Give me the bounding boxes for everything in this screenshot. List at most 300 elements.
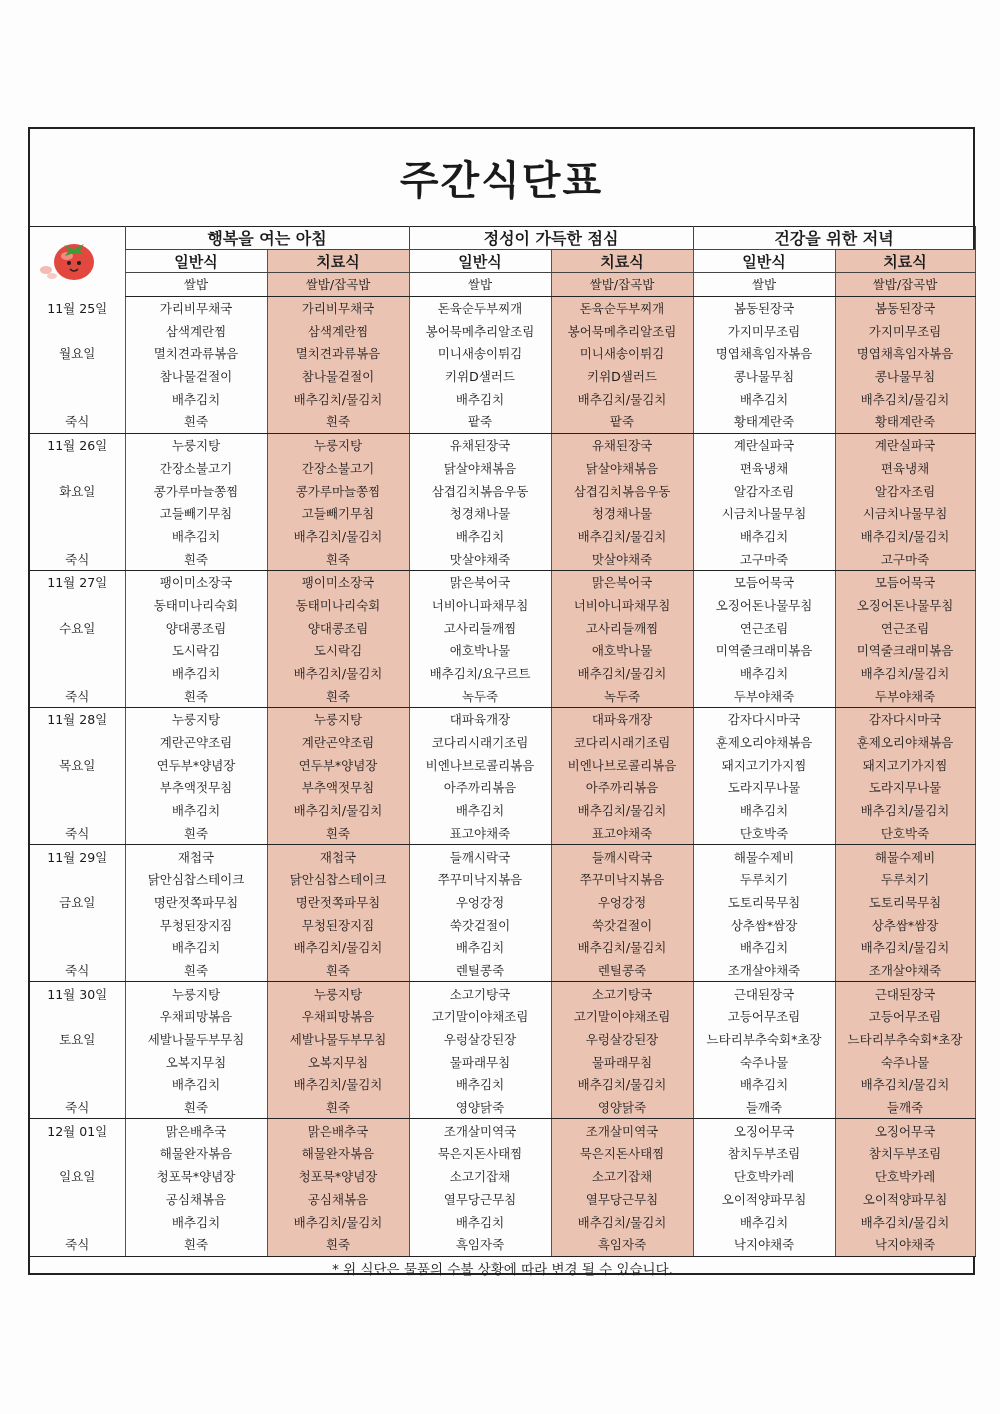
menu-row (30, 1096, 975, 1119)
lunch-therapy-dish: 미니새송이튀김 (551, 342, 693, 365)
menu-row (30, 479, 975, 502)
lunch-general-dish: 맛살야채죽 (409, 547, 551, 570)
lunch-therapy-dish: 팥죽 (551, 410, 693, 433)
lunch-therapy-dish: 묵은지돈사태찜 (551, 1142, 693, 1165)
day-label-empty (30, 387, 125, 410)
lunch-therapy-dish: 들깨시락국 (551, 845, 693, 868)
lunch-general-dish: 대파육개장 (409, 708, 551, 731)
lunch-general-dish: 팥죽 (409, 410, 551, 433)
dinner-general-dish: 봄동된장국 (693, 296, 835, 319)
rice-therapy: 쌀밥/잡곡밥 (835, 273, 975, 297)
menu-row (30, 936, 975, 959)
dinner-therapy-dish: 계란실파국 (835, 433, 975, 456)
dinner-therapy-dish: 느타리부추숙회*초장 (835, 1028, 975, 1051)
lunch-therapy-dish: 소고기탕국 (551, 982, 693, 1005)
dinner-general-dish: 고등어무조림 (693, 1005, 835, 1028)
day-date: 11월 25일 (47, 300, 108, 316)
day-label-empty (30, 913, 125, 936)
breakfast-therapy-dish: 재첩국 (267, 845, 409, 868)
lunch-therapy-dish: 조개살미역국 (551, 1119, 693, 1142)
breakfast-therapy-dish: 누룽지탕 (267, 982, 409, 1005)
breakfast-general-dish: 배추김치 (125, 525, 267, 548)
dinner-general-dish: 가지미무조림 (693, 319, 835, 342)
footer-note: * 위 식단은 물품의 수불 상황에 따라 변경 될 수 있습니다. (332, 1261, 673, 1278)
lunch-therapy-dish: 영양닭죽 (551, 1096, 693, 1119)
lunch-therapy-dish: 우렁살강된장 (551, 1028, 693, 1051)
dinner-therapy-dish: 상추쌈*쌈장 (835, 913, 975, 936)
dinner-therapy-dish: 배추김치/물김치 (835, 1210, 975, 1233)
menu-row (30, 913, 975, 936)
dinner-general-dish: 근대된장국 (693, 982, 835, 1005)
dinner-therapy-dish: 낙지야채죽 (835, 1233, 975, 1256)
breakfast-therapy-dish: 오복지무침 (267, 1050, 409, 1073)
lunch-general-dish: 배추김치 (409, 387, 551, 410)
breakfast-therapy-dish: 도시락김 (267, 639, 409, 662)
breakfast-general-dish: 연두부*양념장 (125, 753, 267, 776)
menu-row (30, 616, 975, 639)
weekly-menu-table (30, 226, 976, 1279)
dinner-general-dish: 시금치나물무침 (693, 502, 835, 525)
breakfast-therapy-dish: 닭안심찹스테이크 (267, 868, 409, 891)
dinner-therapy-dish: 감자다시마국 (835, 708, 975, 731)
lunch-therapy-dish: 쭈꾸미낙지볶음 (551, 868, 693, 891)
rice-general: 쌀밥 (409, 273, 551, 297)
breakfast-therapy-dish: 동태미나리숙회 (267, 594, 409, 617)
lunch-general-dish: 키위D샐러드 (409, 365, 551, 388)
day-weekday: 월요일 (59, 346, 96, 362)
dinner-general-dish: 두루치기 (693, 868, 835, 891)
day-date: 11월 27일 (47, 575, 108, 591)
breakfast-therapy-dish: 흰죽 (267, 684, 409, 707)
porridge-label: 죽식 (30, 547, 125, 570)
lunch-therapy-dish: 녹두죽 (551, 684, 693, 707)
menu-row (30, 662, 975, 685)
porridge-label: 죽식 (30, 1233, 125, 1256)
lunch-therapy-dish: 너비아니파채무침 (551, 594, 693, 617)
menu-row (30, 708, 975, 731)
breakfast-general-dish: 가리비무채국 (125, 296, 267, 319)
lunch-therapy-dish: 비엔나브로콜리볶음 (551, 753, 693, 776)
breakfast-general-dish: 동태미나리숙회 (125, 594, 267, 617)
breakfast-therapy-dish: 흰죽 (267, 547, 409, 570)
breakfast-general-dish: 배추김치 (125, 936, 267, 959)
dinner-general-dish: 계란실파국 (693, 433, 835, 456)
dinner-general-dish: 단호박카레 (693, 1165, 835, 1188)
dinner-general-dish: 알감자조림 (693, 479, 835, 502)
dinner-general-dish: 숙주나물 (693, 1050, 835, 1073)
lunch-therapy-dish: 대파육개장 (551, 708, 693, 731)
lunch-therapy-dish: 배추김치/물김치 (551, 387, 693, 410)
dinner-general-dish: 단호박죽 (693, 822, 835, 845)
breakfast-general-dish: 흰죽 (125, 410, 267, 433)
lunch-general-dish: 배추김치 (409, 1210, 551, 1233)
dinner-general-dish: 배추김치 (693, 799, 835, 822)
rice-general: 쌀밥 (125, 273, 267, 297)
dinner-general-dish: 배추김치 (693, 1210, 835, 1233)
lunch-therapy-dish: 우엉강정 (551, 891, 693, 914)
breakfast-general-dish: 참나물겉절이 (125, 365, 267, 388)
lunch-therapy-dish: 배추김치/물김치 (551, 1210, 693, 1233)
dinner-therapy-header: 치료식 (835, 250, 975, 273)
menu-row (30, 1050, 975, 1073)
lunch-general-dish: 물파래무침 (409, 1050, 551, 1073)
lunch-general-header: 일반식 (409, 250, 551, 273)
breakfast-therapy-dish: 세발나물두부무침 (267, 1028, 409, 1051)
lunch-general-dish: 렌틸콩죽 (409, 959, 551, 982)
menu-row (30, 365, 975, 388)
breakfast-general-dish: 흰죽 (125, 684, 267, 707)
breakfast-general-dish: 배추김치 (125, 1210, 267, 1233)
menu-row (30, 868, 975, 891)
breakfast-general-dish: 배추김치 (125, 387, 267, 410)
day-label-empty (30, 776, 125, 799)
breakfast-therapy-dish: 배추김치/물김치 (267, 1073, 409, 1096)
dinner-therapy-dish: 도라지무나물 (835, 776, 975, 799)
breakfast-general-dish: 배추김치 (125, 799, 267, 822)
rice-therapy: 쌀밥/잡곡밥 (551, 273, 693, 297)
rice-therapy: 쌀밥/잡곡밥 (267, 273, 409, 297)
lunch-general-dish: 고사리들깨찜 (409, 616, 551, 639)
breakfast-general-dish: 공심채볶음 (125, 1188, 267, 1211)
lunch-general-dish: 녹두죽 (409, 684, 551, 707)
dinner-general-dish: 오징어돈나물무침 (693, 594, 835, 617)
breakfast-general-dish: 부추액젓무침 (125, 776, 267, 799)
breakfast-general-dish: 팽이미소장국 (125, 570, 267, 593)
dinner-general-dish: 두부야채죽 (693, 684, 835, 707)
dinner-general-dish: 도라지무나물 (693, 776, 835, 799)
lunch-therapy-dish: 배추김치/물김치 (551, 525, 693, 548)
menu-row (30, 525, 975, 548)
menu-row (30, 1005, 975, 1028)
lunch-therapy-dish: 표고야채죽 (551, 822, 693, 845)
lunch-therapy-dish: 쑥갓겉절이 (551, 913, 693, 936)
breakfast-general-dish: 계란곤약조림 (125, 731, 267, 754)
day-label-empty (30, 639, 125, 662)
lunch-general-dish: 들깨시락국 (409, 845, 551, 868)
day-label-empty (30, 799, 125, 822)
day-weekday: 목요일 (59, 757, 96, 773)
breakfast-general-dish: 흰죽 (125, 959, 267, 982)
menu-row (30, 822, 975, 845)
breakfast-therapy-dish: 흰죽 (267, 822, 409, 845)
breakfast-therapy-dish: 멸치견과류볶음 (267, 342, 409, 365)
day-weekday: 수요일 (59, 620, 96, 636)
breakfast-therapy-header: 치료식 (267, 250, 409, 273)
lunch-therapy-dish: 맛살야채죽 (551, 547, 693, 570)
menu-row (30, 959, 975, 982)
breakfast-general-dish: 흰죽 (125, 1096, 267, 1119)
menu-row (30, 1142, 975, 1165)
breakfast-therapy-dish: 흰죽 (267, 410, 409, 433)
lunch-header: 정성이 가득한 점심 (409, 226, 693, 250)
dinner-therapy-dish: 시금치나물무침 (835, 502, 975, 525)
breakfast-therapy-dish: 누룽지탕 (267, 433, 409, 456)
lunch-general-dish: 쭈꾸미낙지볶음 (409, 868, 551, 891)
dinner-therapy-dish: 두부야채죽 (835, 684, 975, 707)
lunch-therapy-dish: 열무당근무침 (551, 1188, 693, 1211)
breakfast-therapy-dish: 공심채볶음 (267, 1188, 409, 1211)
breakfast-general-dish: 해물완자볶음 (125, 1142, 267, 1165)
dinner-therapy-dish: 배추김치/물김치 (835, 936, 975, 959)
menu-row (30, 799, 975, 822)
day-label-empty (30, 502, 125, 525)
dinner-general-dish: 황태계란죽 (693, 410, 835, 433)
menu-row (30, 684, 975, 707)
menu-row (30, 753, 975, 776)
dinner-therapy-dish: 오이적양파무침 (835, 1188, 975, 1211)
lunch-general-dish: 우엉강정 (409, 891, 551, 914)
menu-row (30, 296, 975, 319)
lunch-therapy-dish: 물파래무침 (551, 1050, 693, 1073)
lunch-therapy-dish: 배추김치/물김치 (551, 936, 693, 959)
menu-row (30, 1233, 975, 1256)
lunch-general-dish: 돈육순두부찌개 (409, 296, 551, 319)
breakfast-therapy-dish: 흰죽 (267, 959, 409, 982)
lunch-general-dish: 청경채나물 (409, 502, 551, 525)
dinner-general-dish: 훈제오리야채볶음 (693, 731, 835, 754)
breakfast-general-dish: 누룽지탕 (125, 433, 267, 456)
dinner-header: 건강을 위한 저녁 (693, 226, 975, 250)
breakfast-general-dish: 우채피망볶음 (125, 1005, 267, 1028)
dinner-therapy-dish: 참치두부조림 (835, 1142, 975, 1165)
breakfast-general-dish: 세발나물두부무침 (125, 1028, 267, 1051)
dinner-general-dish: 미역줄크래미볶음 (693, 639, 835, 662)
lunch-general-dish: 배추김치 (409, 1073, 551, 1096)
day-label-empty (30, 1050, 125, 1073)
breakfast-therapy-dish: 흰죽 (267, 1233, 409, 1256)
breakfast-general-dish: 흰죽 (125, 1233, 267, 1256)
lunch-general-dish: 너비아니파채무침 (409, 594, 551, 617)
lunch-general-dish: 봉어묵메추리알조림 (409, 319, 551, 342)
breakfast-therapy-dish: 무청된장지짐 (267, 913, 409, 936)
breakfast-general-dish: 맑은배추국 (125, 1119, 267, 1142)
dinner-therapy-dish: 돼지고기가지찜 (835, 753, 975, 776)
breakfast-general-dish: 콩가루마늘쫑찜 (125, 479, 267, 502)
dinner-general-dish: 배추김치 (693, 936, 835, 959)
lunch-general-dish: 열무당근무침 (409, 1188, 551, 1211)
lunch-general-dish: 소고기탕국 (409, 982, 551, 1005)
day-weekday: 토요일 (59, 1032, 96, 1048)
dinner-therapy-dish: 봄동된장국 (835, 296, 975, 319)
lunch-therapy-dish: 맑은북어국 (551, 570, 693, 593)
tomato-mascot-icon (38, 232, 100, 284)
dinner-therapy-dish: 단호박카레 (835, 1165, 975, 1188)
day-label-empty (30, 936, 125, 959)
dinner-therapy-dish: 배추김치/물김치 (835, 1073, 975, 1096)
dinner-general-dish: 조개살야채죽 (693, 959, 835, 982)
dinner-therapy-dish: 단호박죽 (835, 822, 975, 845)
porridge-label: 죽식 (30, 684, 125, 707)
lunch-therapy-dish: 소고기잡채 (551, 1165, 693, 1188)
breakfast-general-header: 일반식 (125, 250, 267, 273)
lunch-therapy-dish: 애호박나물 (551, 639, 693, 662)
menu-row (30, 594, 975, 617)
footer-row (30, 1256, 975, 1279)
porridge-label: 죽식 (30, 822, 125, 845)
lunch-therapy-dish: 고기말이야채조림 (551, 1005, 693, 1028)
lunch-therapy-dish: 코다리시래기조림 (551, 731, 693, 754)
breakfast-therapy-dish: 양대콩조림 (267, 616, 409, 639)
dinner-therapy-dish: 조개살야채죽 (835, 959, 975, 982)
dinner-therapy-dish: 오징어무국 (835, 1119, 975, 1142)
rice-general: 쌀밥 (693, 273, 835, 297)
day-date: 12월 01일 (47, 1123, 108, 1139)
breakfast-therapy-dish: 배추김치/물김치 (267, 1210, 409, 1233)
page-title: 주간식단표 (30, 129, 973, 227)
menu-row (30, 502, 975, 525)
dinner-therapy-dish: 오징어돈나물무침 (835, 594, 975, 617)
dinner-therapy-dish: 해물수제비 (835, 845, 975, 868)
dinner-general-dish: 편육냉채 (693, 457, 835, 480)
lunch-general-dish: 미니새송이튀김 (409, 342, 551, 365)
lunch-general-dish: 코다리시래기조림 (409, 731, 551, 754)
dinner-general-dish: 명엽채흑임자볶음 (693, 342, 835, 365)
breakfast-header: 행복을 여는 아침 (125, 226, 409, 250)
lunch-general-dish: 흑임자죽 (409, 1233, 551, 1256)
lunch-general-dish: 비엔나브로콜리볶음 (409, 753, 551, 776)
day-date: 11월 30일 (47, 986, 108, 1002)
breakfast-therapy-dish: 배추김치/물김치 (267, 936, 409, 959)
dinner-general-dish: 배추김치 (693, 662, 835, 685)
lunch-general-dish: 닭살야채볶음 (409, 457, 551, 480)
dinner-therapy-dish: 콩나물무침 (835, 365, 975, 388)
menu-row (30, 731, 975, 754)
dinner-general-dish: 해물수제비 (693, 845, 835, 868)
day-label-empty (30, 868, 125, 891)
lunch-general-dish: 배추김치 (409, 525, 551, 548)
dinner-therapy-dish: 가지미무조림 (835, 319, 975, 342)
lunch-general-dish: 조개살미역국 (409, 1119, 551, 1142)
dinner-therapy-dish: 모듬어묵국 (835, 570, 975, 593)
menu-row (30, 845, 975, 868)
lunch-general-dish: 우렁살강된장 (409, 1028, 551, 1051)
breakfast-therapy-dish: 배추김치/물김치 (267, 525, 409, 548)
breakfast-therapy-dish: 청포묵*양념장 (267, 1165, 409, 1188)
lunch-general-dish: 삼겹김치볶음우동 (409, 479, 551, 502)
dinner-general-dish: 돼지고기가지찜 (693, 753, 835, 776)
dinner-therapy-dish: 황태계란죽 (835, 410, 975, 433)
breakfast-therapy-dish: 콩가루마늘쫑찜 (267, 479, 409, 502)
breakfast-general-dish: 누룽지탕 (125, 982, 267, 1005)
breakfast-therapy-dish: 삼색계란찜 (267, 319, 409, 342)
breakfast-general-dish: 흰죽 (125, 547, 267, 570)
breakfast-therapy-dish: 해물완자볶음 (267, 1142, 409, 1165)
breakfast-therapy-dish: 배추김치/물김치 (267, 662, 409, 685)
day-date: 11월 29일 (47, 849, 108, 865)
dinner-therapy-dish: 배추김치/물김치 (835, 662, 975, 685)
breakfast-general-dish: 누룽지탕 (125, 708, 267, 731)
dinner-general-dish: 고구마죽 (693, 547, 835, 570)
menu-sheet (28, 127, 975, 1278)
breakfast-general-dish: 간장소불고기 (125, 457, 267, 480)
day-label-empty (30, 1073, 125, 1096)
breakfast-therapy-dish: 맑은배추국 (267, 1119, 409, 1142)
dinner-general-dish: 배추김치 (693, 387, 835, 410)
breakfast-therapy-dish: 부추액젓무침 (267, 776, 409, 799)
dinner-general-dish: 낙지야채죽 (693, 1233, 835, 1256)
menu-table-body (30, 226, 975, 1279)
lunch-therapy-dish: 아주까리볶음 (551, 776, 693, 799)
lunch-general-dish: 배추김치 (409, 799, 551, 822)
breakfast-therapy-dish: 누룽지탕 (267, 708, 409, 731)
dinner-general-header: 일반식 (693, 250, 835, 273)
breakfast-therapy-dish: 명란젓쪽파무침 (267, 891, 409, 914)
day-date: 11월 28일 (47, 712, 108, 728)
breakfast-therapy-dish: 연두부*양념장 (267, 753, 409, 776)
lunch-therapy-dish: 고사리들깨찜 (551, 616, 693, 639)
menu-row (30, 410, 975, 433)
lunch-general-dish: 표고야채죽 (409, 822, 551, 845)
menu-row (30, 639, 975, 662)
lunch-general-dish: 소고기잡채 (409, 1165, 551, 1188)
day-label-empty (30, 594, 125, 617)
menu-row (30, 1119, 975, 1142)
breakfast-general-dish: 도시락김 (125, 639, 267, 662)
lunch-general-dish: 유채된장국 (409, 433, 551, 456)
menu-row (30, 1028, 975, 1051)
breakfast-general-dish: 배추김치 (125, 1073, 267, 1096)
breakfast-therapy-dish: 간장소불고기 (267, 457, 409, 480)
breakfast-general-dish: 명란젓쪽파무침 (125, 891, 267, 914)
dinner-therapy-dish: 고등어무조림 (835, 1005, 975, 1028)
porridge-label: 죽식 (30, 410, 125, 433)
menu-row (30, 982, 975, 1005)
dinner-general-dish: 느타리부추숙회*초장 (693, 1028, 835, 1051)
lunch-therapy-dish: 키위D샐러드 (551, 365, 693, 388)
menu-row (30, 1073, 975, 1096)
dinner-therapy-dish: 근대된장국 (835, 982, 975, 1005)
lunch-general-dish: 애호박나물 (409, 639, 551, 662)
lunch-general-dish: 영양닭죽 (409, 1096, 551, 1119)
breakfast-therapy-dish: 고들빼기무침 (267, 502, 409, 525)
menu-row (30, 891, 975, 914)
dinner-therapy-dish: 들깨죽 (835, 1096, 975, 1119)
day-label-empty (30, 1005, 125, 1028)
dinner-general-dish: 도토리묵무침 (693, 891, 835, 914)
dinner-therapy-dish: 편육냉채 (835, 457, 975, 480)
dinner-therapy-dish: 미역줄크래미볶음 (835, 639, 975, 662)
dinner-therapy-dish: 명엽채흑임자볶음 (835, 342, 975, 365)
lunch-therapy-dish: 배추김치/물김치 (551, 799, 693, 822)
logo-cell (30, 226, 125, 296)
lunch-therapy-dish: 유채된장국 (551, 433, 693, 456)
lunch-therapy-dish: 청경채나물 (551, 502, 693, 525)
rice-row (30, 273, 975, 297)
day-label-empty (30, 457, 125, 480)
lunch-therapy-dish: 배추김치/물김치 (551, 1073, 693, 1096)
menu-row (30, 1165, 975, 1188)
breakfast-general-dish: 무청된장지짐 (125, 913, 267, 936)
dinner-general-dish: 오징어무국 (693, 1119, 835, 1142)
menu-row (30, 570, 975, 593)
lunch-therapy-dish: 봉어묵메추리알조림 (551, 319, 693, 342)
porridge-label: 죽식 (30, 1096, 125, 1119)
breakfast-therapy-dish: 흰죽 (267, 1096, 409, 1119)
dinner-therapy-dish: 고구마죽 (835, 547, 975, 570)
menu-row (30, 1188, 975, 1211)
day-weekday: 금요일 (59, 894, 96, 910)
lunch-general-dish: 고기말이야채조림 (409, 1005, 551, 1028)
breakfast-therapy-dish: 우채피망볶음 (267, 1005, 409, 1028)
dinner-therapy-dish: 알감자조림 (835, 479, 975, 502)
menu-row (30, 776, 975, 799)
lunch-general-dish: 배추김치 (409, 936, 551, 959)
breakfast-general-dish: 흰죽 (125, 822, 267, 845)
day-label-empty (30, 525, 125, 548)
lunch-therapy-dish: 흑임자죽 (551, 1233, 693, 1256)
menu-row (30, 457, 975, 480)
porridge-label: 죽식 (30, 959, 125, 982)
